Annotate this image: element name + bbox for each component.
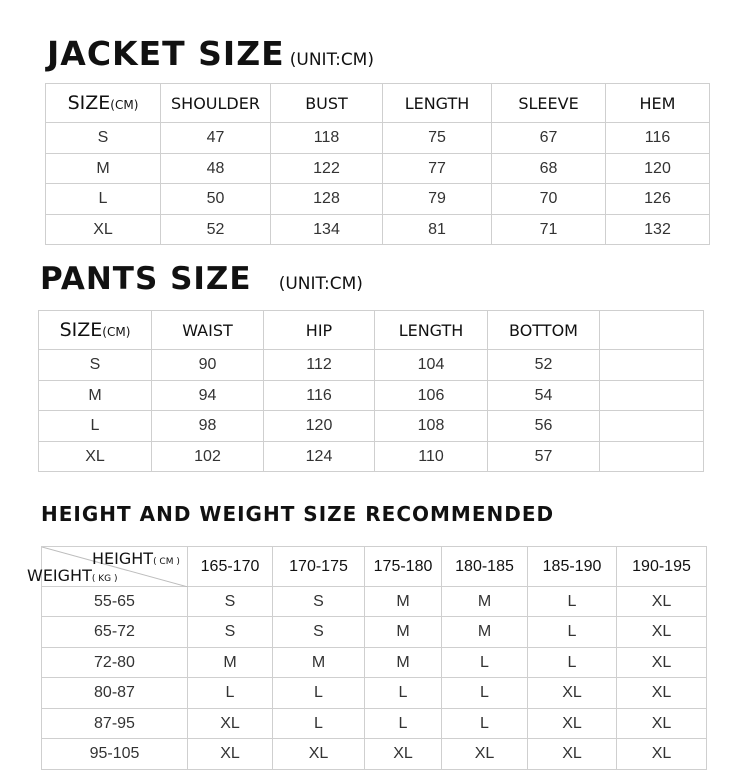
size-cell: XL — [617, 678, 707, 709]
jacket-unit: (UNIT:CM) — [289, 50, 374, 70]
size-cell: S — [188, 587, 273, 617]
size-cell: M — [365, 648, 442, 678]
weight-cell: 95-105 — [42, 739, 188, 770]
value-cell: 108 — [375, 411, 488, 442]
pants-col-header: HIP — [264, 311, 375, 350]
size-cell: XL — [617, 739, 707, 770]
size-cell: XL — [442, 739, 528, 770]
size-cell: L — [39, 411, 152, 442]
value-cell: 68 — [492, 154, 606, 184]
jacket-title-text: JACKET SIZE — [47, 34, 285, 73]
size-cell: XL — [617, 648, 707, 678]
size-cell: L — [528, 648, 617, 678]
weight-cell: 55-65 — [42, 587, 188, 617]
recommend-header-row — [42, 547, 707, 587]
pants-size-header — [39, 311, 152, 350]
value-cell: 120 — [264, 411, 375, 442]
value-cell: 79 — [383, 184, 492, 215]
weight-axis-label — [27, 566, 117, 585]
table-row — [42, 648, 707, 678]
size-cell: L — [442, 648, 528, 678]
value-cell: 116 — [264, 381, 375, 411]
value-cell: 77 — [383, 154, 492, 184]
jacket-size-table — [45, 83, 710, 245]
height-col-header: 165-170 — [188, 547, 273, 587]
jacket-header-row — [46, 84, 710, 123]
height-weight-table — [27, 546, 707, 770]
table-row — [46, 215, 710, 245]
height-col-header: 170-175 — [273, 547, 365, 587]
value-cell: 54 — [488, 381, 600, 411]
weight-cell: 65-72 — [42, 617, 188, 648]
size-cell: XL — [528, 678, 617, 709]
value-cell: 48 — [161, 154, 271, 184]
table-row — [46, 154, 710, 184]
table-row — [39, 442, 704, 472]
size-cell: XL — [273, 739, 365, 770]
value-cell: 47 — [161, 123, 271, 154]
value-cell: 112 — [264, 350, 375, 381]
value-cell: 52 — [488, 350, 600, 381]
table-row — [42, 709, 707, 739]
size-cell: M — [365, 587, 442, 617]
size-cell: L — [442, 709, 528, 739]
size-cell: M — [442, 587, 528, 617]
value-cell: 104 — [375, 350, 488, 381]
value-cell: 120 — [606, 154, 710, 184]
table-row — [39, 411, 704, 442]
value-cell: 118 — [271, 123, 383, 154]
value-cell: 75 — [383, 123, 492, 154]
size-cell: XL — [528, 739, 617, 770]
table-row — [39, 381, 704, 411]
jacket-title — [47, 34, 374, 73]
value-cell: 126 — [606, 184, 710, 215]
jacket-col-header: SHOULDER — [161, 84, 271, 123]
value-cell: 110 — [375, 442, 488, 472]
value-cell: 90 — [152, 350, 264, 381]
jacket-size-header — [46, 84, 161, 123]
value-cell: 102 — [152, 442, 264, 472]
size-cell: M — [442, 617, 528, 648]
value-cell: 116 — [606, 123, 710, 154]
pants-size-unit: (CM) — [102, 325, 131, 339]
recommend-title-text: HEIGHT AND WEIGHT SIZE RECOMMENDED — [41, 502, 555, 526]
value-cell: 128 — [271, 184, 383, 215]
value-cell: 70 — [492, 184, 606, 215]
size-cell: XL — [365, 739, 442, 770]
size-cell: L — [528, 617, 617, 648]
pants-col-header: BOTTOM — [488, 311, 600, 350]
size-cell: M — [365, 617, 442, 648]
height-weight-corner — [27, 547, 188, 587]
size-cell: S — [188, 617, 273, 648]
size-cell: XL — [188, 739, 273, 770]
size-cell: S — [39, 350, 152, 381]
pants-header-row — [39, 311, 704, 350]
jacket-col-header: BUST — [271, 84, 383, 123]
height-label: HEIGHT — [92, 549, 154, 568]
size-cell: XL — [39, 442, 152, 472]
size-cell: M — [273, 648, 365, 678]
value-cell — [600, 381, 704, 411]
pants-title — [40, 261, 363, 297]
value-cell: 124 — [264, 442, 375, 472]
size-cell: M — [188, 648, 273, 678]
size-cell: S — [273, 617, 365, 648]
pants-col-header: WAIST — [152, 311, 264, 350]
pants-unit: (UNIT:CM) — [278, 274, 363, 294]
value-cell: 94 — [152, 381, 264, 411]
weight-cell: 72-80 — [42, 648, 188, 678]
size-cell: L — [528, 587, 617, 617]
value-cell: 67 — [492, 123, 606, 154]
weight-label: WEIGHT — [27, 566, 92, 585]
height-col-header: 190-195 — [617, 547, 707, 587]
size-cell: XL — [617, 587, 707, 617]
pants-title-text: PANTS SIZE — [40, 261, 252, 297]
table-row — [42, 617, 707, 648]
value-cell: 106 — [375, 381, 488, 411]
value-cell: 98 — [152, 411, 264, 442]
value-cell: 50 — [161, 184, 271, 215]
size-cell: XL — [617, 709, 707, 739]
jacket-size-label: SIZE — [67, 92, 111, 114]
size-cell: L — [365, 678, 442, 709]
pants-col-header — [600, 311, 704, 350]
size-cell: L — [442, 678, 528, 709]
table-row — [39, 350, 704, 381]
value-cell: 52 — [161, 215, 271, 245]
size-cell: XL — [188, 709, 273, 739]
height-col-header: 185-190 — [528, 547, 617, 587]
size-cell: S — [273, 587, 365, 617]
value-cell: 134 — [271, 215, 383, 245]
value-cell — [600, 350, 704, 381]
height-unit: ( CM ) — [153, 557, 180, 567]
value-cell: 122 — [271, 154, 383, 184]
height-col-header: 180-185 — [442, 547, 528, 587]
height-col-header: 175-180 — [365, 547, 442, 587]
size-cell: L — [46, 184, 161, 215]
size-cell: L — [273, 709, 365, 739]
value-cell: 56 — [488, 411, 600, 442]
value-cell: 132 — [606, 215, 710, 245]
value-cell: 57 — [488, 442, 600, 472]
value-cell — [600, 442, 704, 472]
table-row — [42, 739, 707, 770]
value-cell: 71 — [492, 215, 606, 245]
size-cell: XL — [528, 709, 617, 739]
jacket-col-header: SLEEVE — [492, 84, 606, 123]
weight-cell: 87-95 — [42, 709, 188, 739]
jacket-col-header: HEM — [606, 84, 710, 123]
jacket-size-unit: (CM) — [110, 98, 139, 112]
size-cell: L — [188, 678, 273, 709]
size-cell: M — [39, 381, 152, 411]
table-row — [46, 123, 710, 154]
weight-cell: 80-87 — [42, 678, 188, 709]
value-cell — [600, 411, 704, 442]
recommend-title — [41, 502, 554, 526]
pants-size-table — [38, 310, 704, 472]
value-cell: 81 — [383, 215, 492, 245]
size-cell: L — [273, 678, 365, 709]
size-cell: XL — [617, 617, 707, 648]
pants-col-header: LENGTH — [375, 311, 488, 350]
jacket-col-header: LENGTH — [383, 84, 492, 123]
size-cell: S — [46, 123, 161, 154]
pants-size-label: SIZE — [59, 319, 103, 341]
table-row — [42, 587, 707, 617]
table-row — [46, 184, 710, 215]
table-row — [42, 678, 707, 709]
weight-unit: ( KG ) — [91, 574, 118, 584]
size-cell: XL — [46, 215, 161, 245]
size-cell: M — [46, 154, 161, 184]
size-cell: L — [365, 709, 442, 739]
